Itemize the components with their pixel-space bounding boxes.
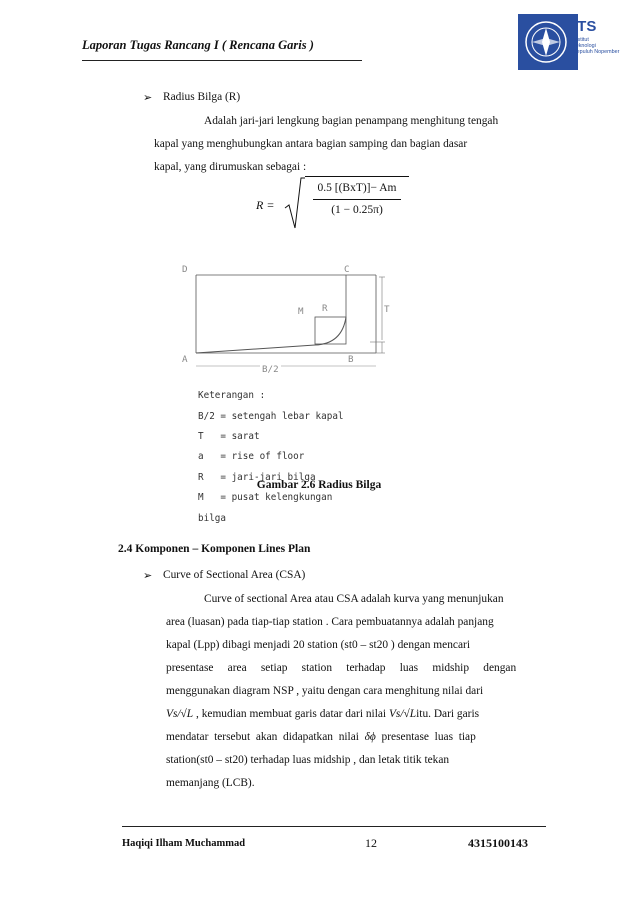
logo-subtext (573, 37, 638, 56)
text-run: , kemudian membuat garis datar dari nilai (193, 708, 389, 720)
paragraph-line-with-math (166, 703, 479, 726)
formula-denominator: (1 − 0.25π) (331, 204, 383, 216)
bilge-radius-diagram (170, 260, 410, 380)
paragraph-line: kapal, yang dirumuskan sebagai : (154, 161, 307, 173)
paragraph-line-with-math (166, 726, 476, 749)
paragraph-line: memanjang (LCB). (166, 777, 255, 789)
legend-line: a = rise of floor (198, 451, 305, 463)
math-vs-sqrt-l: Vs/√L (166, 708, 194, 720)
bullet-arrow-icon: ➢ (143, 91, 153, 104)
legend-line: bilga (198, 512, 226, 524)
paragraph-line: area (luasan) pada tiap-tiap station . Cara pembuatannya adalah panjang (166, 616, 494, 628)
text-run: presentase luas tiap (375, 731, 476, 743)
math-vs-sqrt-l: Vs/√L (388, 708, 417, 720)
formula-lhs-text: R = (256, 198, 275, 212)
fraction-bar (313, 199, 401, 200)
diagram-label-c: C (344, 264, 350, 275)
section-heading-radius: Radius Bilga (R) (163, 91, 241, 103)
legend-line: T = sarat (198, 431, 260, 443)
footer-page-number: 12 (365, 836, 377, 850)
formula-numerator: 0.5 [(BxT)]− Am (317, 182, 397, 194)
footer-rule (122, 826, 546, 827)
diagram-label-t: T (384, 304, 390, 315)
paragraph-line: station(st0 – st20) terhadap luas midship , dan letak titik tekan (166, 754, 450, 766)
logo-sub-line: Teknologi (573, 43, 596, 50)
subheading-csa: Curve of Sectional Area (CSA) (163, 569, 306, 581)
its-logo-emblem (518, 14, 578, 70)
math-delta-phi: δϕ (364, 731, 376, 743)
logo-sub-line: Sepuluh Nopember (573, 49, 620, 56)
paragraph-line: Adalah jari-jari lengkung bagian penampang menghitung tengah (204, 115, 499, 127)
formula-lhs (256, 198, 274, 213)
sqrt-overline (305, 176, 409, 177)
diagram-label-half-breadth: B/2 (262, 364, 279, 375)
legend-line: R = jari-jari bilga (198, 471, 316, 483)
logo-text: ITS (573, 18, 597, 35)
legend-line: M = pusat kelengkungan (198, 492, 333, 504)
paragraph-line: presentase area setiap station terhadap luas midship dengan (166, 662, 517, 674)
text-run: mendatar tersebut akan didapatkan nilai (166, 731, 365, 743)
legend-line: B/2 = setengah lebar kapal (198, 410, 344, 422)
paragraph-line: kapal (Lpp) dibagi menjadi 20 station (st0 – st20 ) dengan mencari (166, 639, 470, 651)
text-run: itu. Dari garis (416, 708, 480, 720)
diagram-label-a: A (182, 354, 188, 365)
diagram-label-m: M (298, 306, 304, 317)
header-title: Laporan Tugas Rancang I ( Rencana Garis ) (82, 38, 314, 52)
sqrt-sign-icon (283, 176, 305, 232)
paragraph-line: Curve of sectional Area atau CSA adalah kurva yang menunjukan (204, 593, 504, 605)
figure-caption: Gambar 2.6 Radius Bilga (256, 479, 382, 491)
bullet-arrow-icon: ➢ (143, 569, 153, 582)
diagram-label-d: D (182, 264, 188, 275)
diagram-legend (198, 381, 344, 534)
diagram-label-r: R (322, 303, 328, 314)
paragraph-line: menggunakan diagram NSP , yaitu dengan cara menghitung nilai dari (166, 685, 484, 697)
logo-sub-line: Institut (573, 37, 589, 43)
legend-line: Keterangan : (198, 390, 266, 402)
footer-author: Haqiqi Ilham Muchammad (122, 838, 246, 849)
section-heading-2-4: 2.4 Komponen – Komponen Lines Plan (118, 543, 311, 555)
header-rule (82, 60, 362, 61)
diagram-label-b: B (348, 354, 354, 365)
footer-nrp: 4315100143 (468, 836, 528, 850)
paragraph-line: kapal yang menghubungkan antara bagian samping dan bagian dasar (154, 138, 468, 150)
